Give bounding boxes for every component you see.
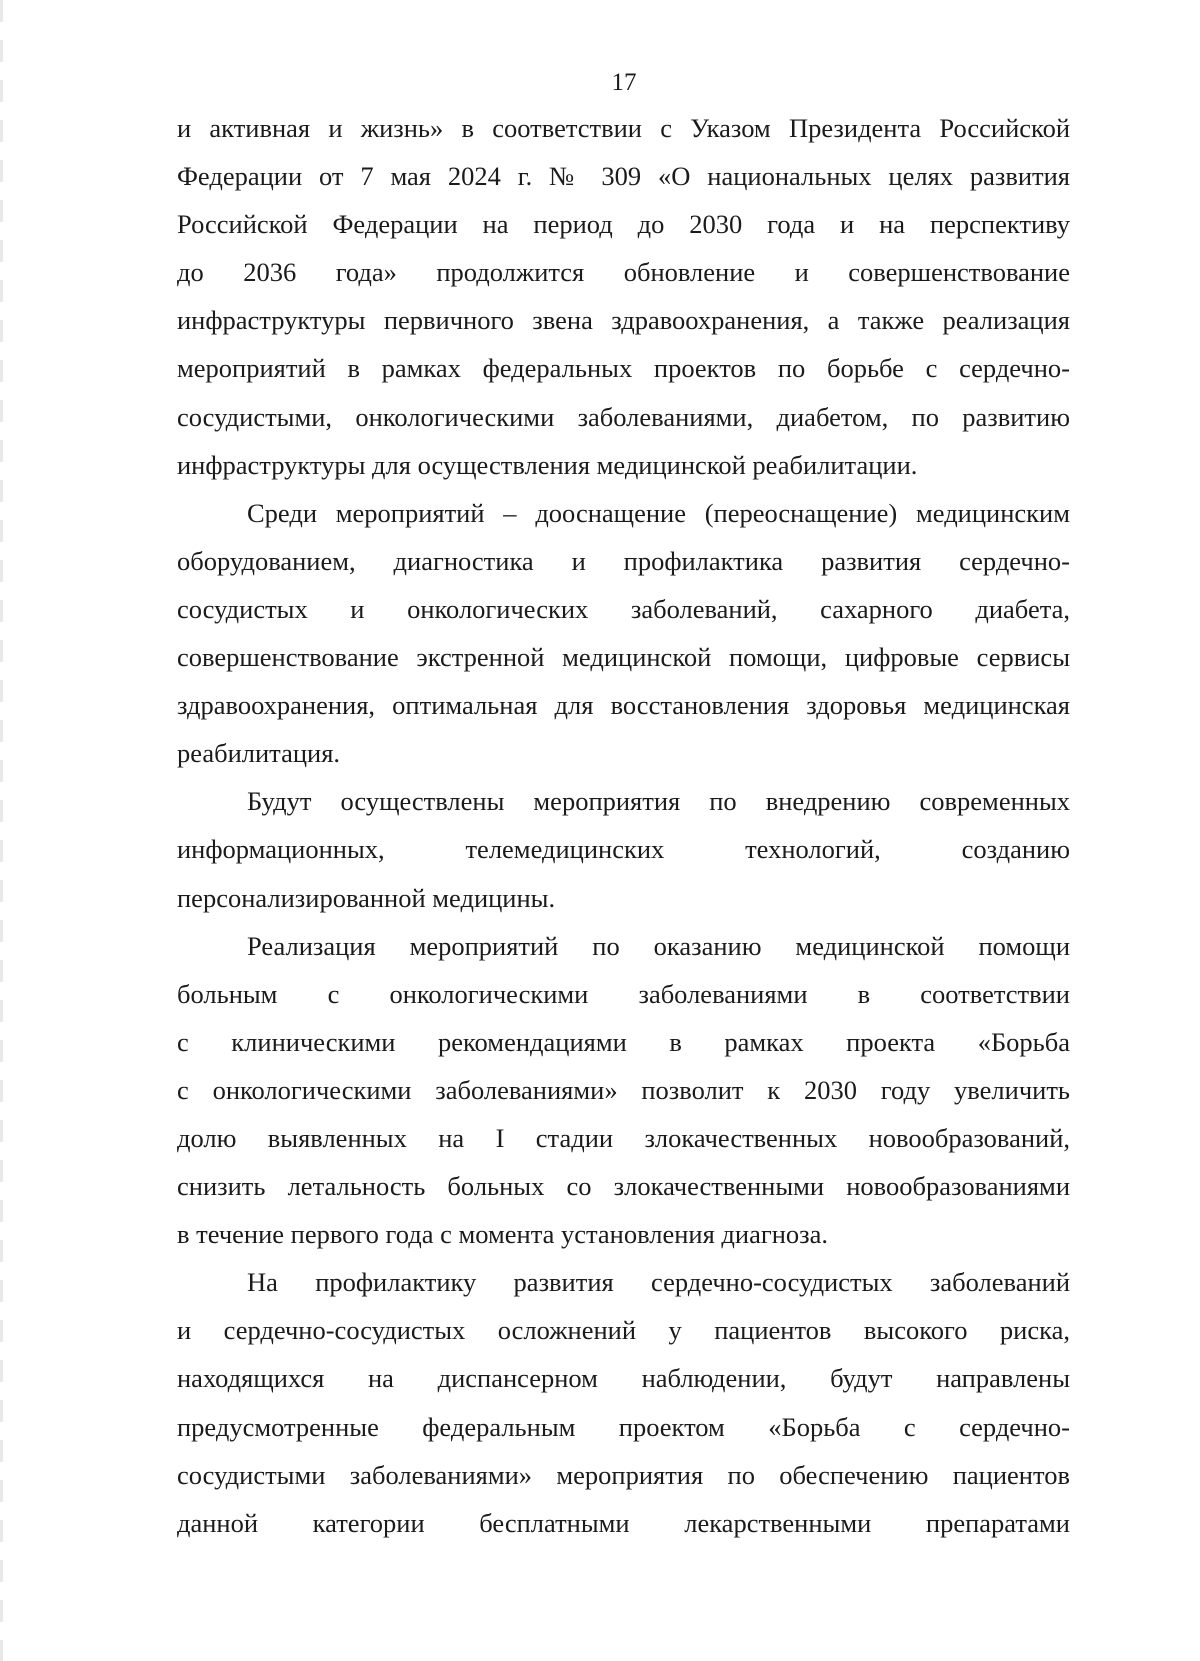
document-body <box>177 104 1070 1547</box>
paragraph <box>177 1258 1070 1547</box>
text-line: до 2036 года» продолжится обновление и совершенствование <box>177 257 1070 288</box>
text-line: инфраструктуры для осуществления медицинской реабилитации. <box>177 449 918 480</box>
text-line: сосудистыми заболеваниями» мероприятия по обеспечению пациентов <box>177 1459 1070 1490</box>
text-line: и сердечно-сосудистых осложнений у пациентов высокого риска, <box>177 1315 1070 1346</box>
text-line: сосудистыми, онкологическими заболеваниями, диабетом, по развитию <box>177 401 1070 432</box>
text-line: с клиническими рекомендациями в рамках проекта «Борьба <box>177 1026 1070 1057</box>
paragraph <box>177 777 1070 921</box>
text-line: больным с онкологическими заболеваниями в соответствии <box>177 978 1070 1009</box>
text-line: реабилитация. <box>177 738 341 769</box>
text-line: инфраструктуры первичного звена здравоохранения, а также реализация <box>177 305 1070 336</box>
text-line: в течение первого года с момента установления диагноза. <box>177 1219 829 1250</box>
text-line: информационных, телемедицинских технологий, созданию <box>177 834 1070 865</box>
text-line: Российской Федерации на период до 2030 года и на перспективу <box>177 209 1070 240</box>
text-line: сосудистых и онкологических заболеваний, сахарного диабета, <box>177 593 1070 624</box>
text-line: мероприятий в рамках федеральных проектов по борьбе с сердечно- <box>177 353 1070 384</box>
text-line: здравоохранения, оптимальная для восстановления здоровья медицинская <box>177 690 1070 721</box>
text-line: На профилактику развития сердечно-сосудистых заболеваний <box>247 1267 1070 1298</box>
text-line: долю выявленных на I стадии злокачественных новообразований, <box>177 1122 1070 1153</box>
text-line: Реализация мероприятий по оказанию медицинской помощи <box>247 930 1070 961</box>
text-line: и активная и жизнь» в соответствии с Указом Президента Российской <box>177 113 1070 143</box>
text-line: предусмотренные федеральным проектом «Борьба с сердечно- <box>177 1411 1070 1442</box>
text-line: совершенствование экстренной медицинской помощи, цифровые сервисы <box>177 642 1070 673</box>
text-line: Будут осуществлены мероприятия по внедрению современных <box>247 786 1070 817</box>
paragraph <box>177 104 1070 489</box>
paragraph <box>177 489 1070 778</box>
text-line: персонализированной медицины. <box>177 882 556 913</box>
text-line: оборудованием, диагностика и профилактика развития сердечно- <box>177 545 1070 576</box>
text-line: Среди мероприятий – дооснащение (переоснащение) медицинским <box>247 497 1070 528</box>
page-number: 17 <box>611 69 637 96</box>
paragraph <box>177 922 1070 1259</box>
scan-edge-artifact <box>0 0 3 1661</box>
text-line: с онкологическими заболеваниями» позволит к 2030 году увеличить <box>177 1074 1070 1105</box>
text-line: снизить летальность больных со злокачественными новообразованиями <box>177 1171 1070 1202</box>
text-line: находящихся на диспансерном наблюдении, будут направлены <box>177 1363 1070 1394</box>
text-line: Федерации от 7 мая 2024 г. № 309 «О национальных целях развития <box>177 161 1070 192</box>
text-line: данной категории бесплатными лекарственными препаратами <box>177 1507 1070 1538</box>
